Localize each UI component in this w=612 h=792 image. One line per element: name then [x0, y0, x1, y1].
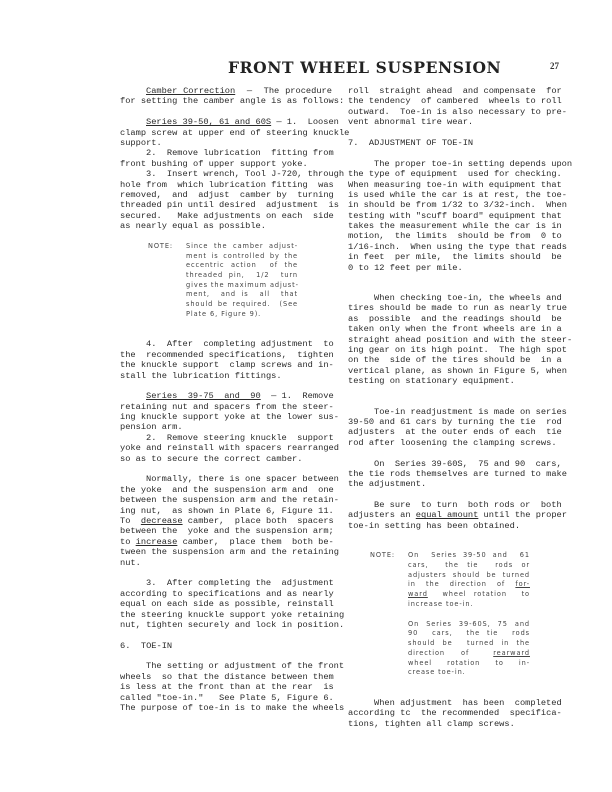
text-line: ing gear on its high point. The high spot	[348, 344, 567, 355]
underlined-text: equal amount	[415, 510, 479, 521]
paragraph-spacer	[348, 148, 558, 158]
paragraph	[120, 661, 345, 714]
text-line: the type of equipment used for checking.	[348, 169, 562, 180]
text-line: so as to secure the correct camber.	[120, 453, 303, 464]
paragraph-spacer	[120, 319, 332, 339]
note-line: ment, and is all that	[186, 290, 298, 299]
text-line: for setting the camber angle is as follows:	[120, 96, 345, 107]
note-line: should be required. (See	[186, 299, 298, 308]
note-line: Since the camber adjust-	[186, 241, 298, 250]
text-line: Normally, there is one spacer between	[146, 474, 339, 485]
note-line: should be turned in the	[408, 639, 530, 648]
text-line: secured. Make adjustments on each side	[120, 210, 334, 221]
note-label: NOTE:	[148, 241, 174, 250]
text-line: called "toe-in." See Plate 5, Figure 6.	[120, 692, 334, 703]
paragraph-spacer	[120, 630, 332, 640]
text-line: rod after loosening the clamping screws.	[348, 437, 557, 448]
text-line: yoke and reinstall with spacers rearranged	[120, 443, 339, 454]
note-line: gives the maximum adjust-	[186, 280, 299, 289]
text-line: 1/16-inch. When using the type that reads	[348, 241, 567, 252]
paragraph	[348, 158, 573, 273]
text-line: the tie rods themselves are turned to make	[348, 468, 567, 479]
note-line: cars, the tie rods or	[408, 560, 530, 569]
note-line: 90 cars, the tie rods	[408, 629, 530, 638]
page-number: 27	[550, 61, 559, 71]
text-line: as nearly equal as possible.	[120, 221, 266, 232]
note-line	[408, 649, 530, 659]
underlined-text: Camber Correction	[146, 86, 236, 96]
text-segment: camber, place them both be-	[177, 536, 334, 547]
section-heading: 7. ADJUSTMENT OF TOE-IN	[348, 137, 474, 148]
text-line: adjusters at the outer ends of each tie	[348, 427, 562, 438]
text-line: equal on each side as possible, reinstall	[120, 599, 334, 610]
text-segment: To	[120, 516, 141, 526]
paragraph	[348, 86, 567, 128]
underlined-text: decrease	[140, 516, 183, 526]
paragraph-spacer	[120, 651, 332, 661]
text-line: When checking toe-in, the wheels and	[374, 293, 562, 304]
text-line	[120, 516, 332, 526]
text-line: is used while the car is at rest, the toe-	[348, 189, 567, 200]
note-line: Plate 6, Figure 9).	[186, 309, 262, 318]
note-line: increase toe-in.	[408, 599, 474, 608]
paragraph-spacer	[348, 490, 558, 500]
text-line: support.	[120, 137, 162, 148]
text-line: When adjustment has been completed	[374, 697, 562, 708]
paragraph	[120, 148, 332, 169]
text-line: between the yoke and the suspension arm;	[120, 526, 334, 537]
text-line: in should be from 1/32 to 3/32-inch. When	[348, 200, 567, 211]
text-line: takes the measurement while the car is in	[348, 221, 562, 232]
text-line: 0 to 12 feet per mile.	[348, 262, 463, 273]
text-line: nut, tighten securely and lock in position.	[120, 619, 345, 630]
note-line	[408, 590, 530, 600]
text-line: front bushing of upper support yoke.	[120, 158, 308, 169]
text-line: according tc the recommended specifica-	[348, 708, 562, 719]
paragraph-spacer	[348, 128, 558, 138]
paragraph-spacer	[120, 107, 332, 117]
left-column	[120, 86, 350, 714]
text-line: tires should be made to run as nearly true	[348, 303, 567, 314]
text-line: the knuckle support clamp screws and in-	[120, 360, 334, 371]
text-line	[348, 510, 567, 521]
note-body	[408, 620, 530, 678]
text-line: 2. Remove steering knuckle support	[146, 432, 334, 443]
text-line: testing on stationary equipment.	[348, 376, 515, 387]
text-line: outward. Toe-in is also necessary to pre-	[348, 106, 567, 117]
paragraph-spacer	[348, 387, 558, 407]
paragraph	[348, 406, 567, 449]
text-line: 2. Remove lubrication fitting from	[146, 148, 334, 159]
text-line: 4. After completing adjustment to	[146, 339, 334, 350]
page-title: FRONT WHEEL SUSPENSION	[228, 58, 502, 77]
text-line: according to specifications and as nearly	[120, 588, 334, 599]
text-line	[120, 537, 332, 547]
text-line: ing nut, as shown in Plate 6, Figure 11.	[120, 505, 334, 516]
underlined-text: for-	[515, 580, 530, 589]
text-line: testing with "scuff board" equipment that	[348, 210, 562, 221]
paragraph-spacer	[348, 273, 558, 293]
text-line: the tendency of cambered wheels to roll	[348, 96, 562, 107]
text-line	[120, 86, 332, 96]
text-line: as possible and the readings should be	[348, 313, 562, 324]
underlined-text: Series 39-75 and 90	[146, 391, 261, 402]
paragraph	[120, 432, 339, 464]
note-box	[348, 551, 558, 609]
text-line: wheels so that the distance between them	[120, 671, 334, 682]
text-line	[120, 117, 339, 128]
section-heading: 6. TOE-IN	[120, 640, 173, 651]
text-line: tions, tighten all clamp screws.	[348, 718, 515, 729]
note-line: crease toe-in.	[408, 668, 466, 677]
text-line: threaded pin until desired adjustment is	[120, 200, 339, 211]
right-column	[348, 86, 573, 729]
text-line: between the suspension arm and the retain-	[120, 495, 339, 506]
text-segment: until the proper	[478, 510, 567, 521]
text-line: The purpose of toe-in is to make the wheels	[120, 703, 345, 714]
text-segment: camber, place both spacers	[182, 516, 334, 526]
note-line: wheel rotation to in-	[408, 658, 530, 667]
text-line: The setting or adjustment of the front	[146, 661, 345, 672]
paragraph	[120, 169, 345, 232]
note-line: threaded pin, 1/2 turn	[186, 270, 298, 279]
note-line	[408, 580, 530, 590]
text-line: the yoke and the suspension arm and one	[120, 484, 334, 495]
paragraph-spacer	[120, 231, 332, 241]
text-line: vent abnormal tire wear.	[348, 117, 474, 128]
text-line: retaining nut and spacers from the steer-	[120, 401, 334, 412]
note-body	[408, 551, 530, 609]
paragraph	[120, 86, 345, 107]
paragraph	[348, 697, 562, 729]
paragraph	[348, 458, 567, 490]
text-line: pension arm.	[120, 422, 183, 433]
note-body	[186, 242, 298, 320]
underlined-text: ward	[408, 589, 428, 598]
text-line: taken only when the front wheels are in a	[348, 324, 562, 335]
text-line: removed, and adjust camber by turning	[120, 189, 334, 200]
text-line: is less at the front than at the rear is	[120, 682, 334, 693]
text-line: 3. After completing the adjustment	[146, 578, 334, 589]
text-segment: to	[120, 536, 136, 547]
text-line: the recommended specifications, tighten	[120, 349, 334, 360]
paragraph	[348, 293, 573, 387]
text-segment: in the direction of	[408, 580, 516, 589]
text-line: 39-50 and 61 cars by turning the tie rod	[348, 416, 562, 427]
paragraph-spacer	[120, 381, 332, 391]
text-line: straight ahead position and with the steer-	[348, 334, 573, 345]
note-box	[348, 620, 558, 678]
text-line: The proper toe-in setting depends upon	[374, 158, 573, 169]
underlined-text: rearward	[493, 648, 530, 657]
paragraph	[120, 339, 332, 381]
text-line: 3. Insert wrench, Tool J-720, through	[146, 169, 345, 180]
text-line: When measuring toe-in with equipment that	[348, 179, 562, 190]
text-line: toe-in setting has been obtained.	[348, 520, 521, 531]
paragraph-spacer	[348, 609, 558, 619]
underlined-text: Series 39-50, 61 and 60S	[146, 117, 272, 128]
text-segment: wheel rotation to	[427, 589, 530, 598]
paragraph	[120, 117, 350, 148]
paragraph-spacer	[348, 448, 558, 458]
text-line: ing knuckle support yoke at the lower sus-	[120, 412, 339, 423]
text-line: stall the lubrication fittings.	[120, 370, 282, 381]
underlined-text: increase	[135, 536, 178, 547]
text-line	[120, 391, 332, 401]
text-line: clamp screw at upper end of steering knuckle	[120, 127, 350, 138]
text-segment: — 1. Remove	[260, 391, 334, 402]
paragraph	[120, 578, 345, 630]
text-segment: — 1. Loosen	[271, 117, 339, 128]
paragraph-spacer	[120, 568, 332, 578]
note-line: eccentric action of the	[186, 261, 298, 270]
note-line: On Series 39-60S, 75 and	[408, 619, 530, 628]
text-segment: direction of	[408, 648, 494, 657]
text-line: tween the suspension arm and the retaining	[120, 547, 339, 558]
text-line: Be sure to turn both rods or both	[374, 500, 562, 511]
note-box	[120, 242, 332, 320]
text-line: roll straight ahead and compensate for	[348, 86, 562, 96]
text-line: nut.	[120, 557, 141, 568]
text-segment: — The procedure	[235, 86, 332, 96]
text-line: On Series 39-60S, 75 and 90 cars,	[374, 458, 562, 469]
paragraph	[120, 474, 339, 568]
note-line: On Series 39-50 and 61	[408, 551, 530, 560]
text-line: hole from which lubrication fitting was	[120, 179, 334, 190]
paragraph	[348, 500, 567, 531]
text-segment: adjusters an	[348, 510, 416, 521]
text-line: Toe-in readjustment is made on series	[374, 406, 567, 417]
paragraph-spacer	[348, 531, 558, 551]
note-line: adjusters should be turned	[408, 570, 530, 579]
paragraph-spacer	[348, 678, 558, 698]
text-line: vertical plane, as shown in Figure 5, when	[348, 365, 567, 376]
text-line: in feet per mile, the limits should be	[348, 252, 562, 263]
text-line: the steering knuckle support yoke retaining	[120, 609, 345, 620]
text-line: the adjustment.	[348, 479, 427, 490]
note-line: ment is controlled by the	[186, 251, 298, 260]
note-label: NOTE:	[370, 551, 396, 560]
text-line: on the side of the tires should be in a	[348, 355, 562, 366]
paragraph-spacer	[120, 464, 332, 474]
paragraph	[120, 391, 339, 433]
text-line: motion, the limits should be from 0 to	[348, 231, 562, 242]
